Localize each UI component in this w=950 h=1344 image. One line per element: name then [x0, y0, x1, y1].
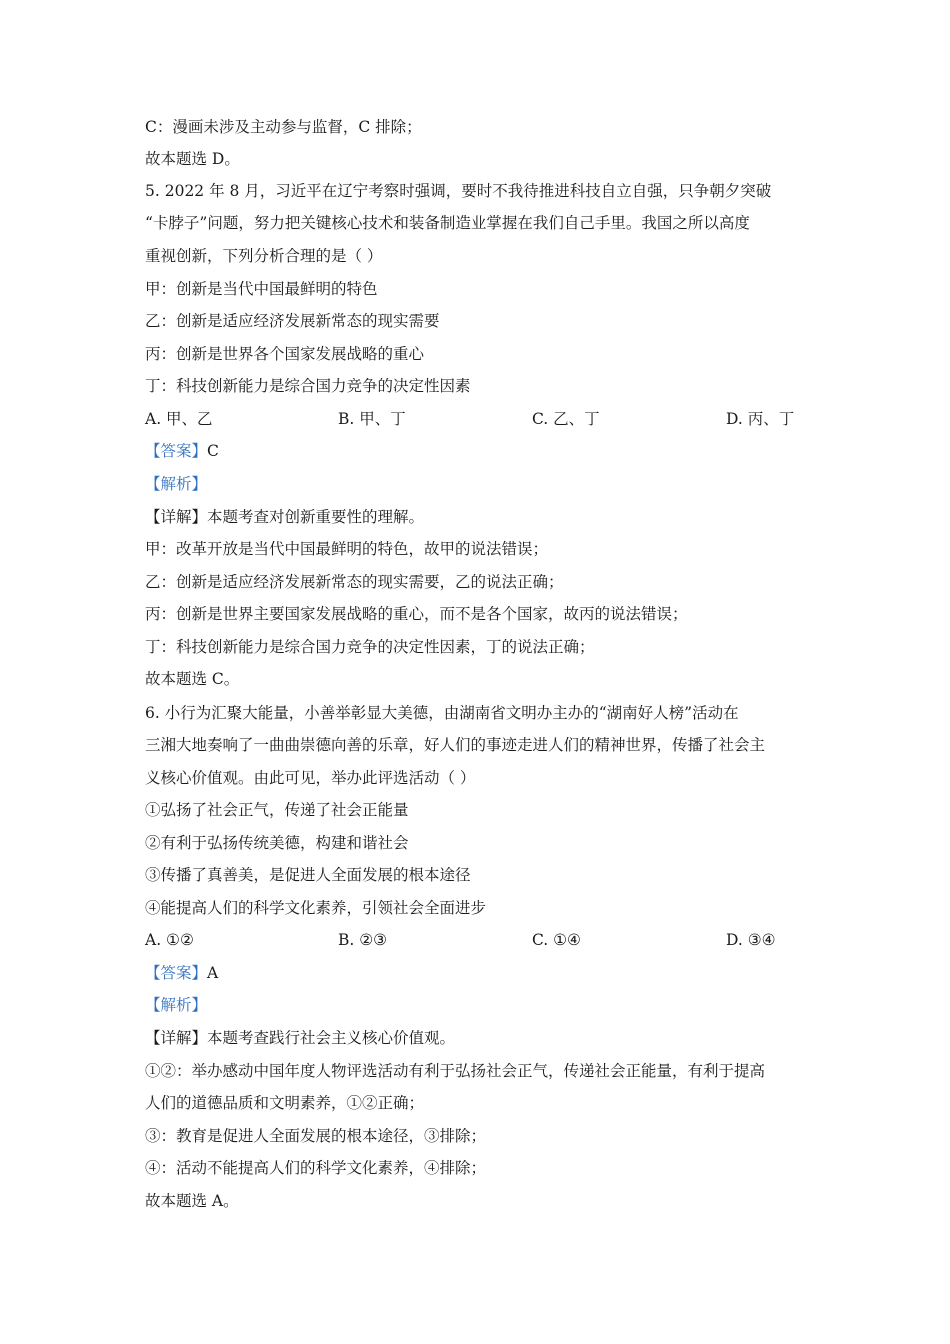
detail-text: 本题考查对创新重要性的理解。: [207, 508, 425, 526]
q6-answer: [145, 963, 218, 983]
answer-value: C: [207, 442, 219, 460]
q5-stem-line-2: “卡脖子”问题，努力把关键核心技术和装备制造业掌握在我们自己手里。我国之所以高度: [145, 214, 750, 232]
q5-option-a: A. 甲、乙: [145, 410, 213, 428]
q5-statement-2: 乙：创新是适应经济发展新常态的现实需要: [145, 312, 440, 330]
q5-explanation-1: 甲：改革开放是当代中国最鲜明的特色，故甲的说法错误；: [145, 540, 549, 558]
q5-statement-1: 甲：创新是当代中国最鲜明的特色: [145, 280, 378, 298]
q6-option-d: D. ③④: [726, 931, 776, 949]
q6-explanation-3: ③：教育是促进人全面发展的根本途径，③排除；: [145, 1127, 487, 1145]
q5-option-c: C. 乙、丁: [532, 410, 600, 428]
q6-explanation-1: ①②：举办感动中国年度人物评选活动有利于弘扬社会正气，传递社会正能量，有利于提高: [145, 1062, 766, 1080]
q6-statement-4: ④能提高人们的科学文化素养，引领社会全面进步: [145, 899, 487, 917]
q6-analysis-tag: 【解析】: [145, 996, 208, 1014]
q5-stem-line-3: 重视创新，下列分析合理的是（ ）: [145, 247, 383, 265]
detail-tag: 【详解】: [145, 1029, 208, 1047]
prev-option-c-explanation: C：漫画未涉及主动参与监督，C 排除；: [145, 118, 422, 136]
q5-explanation-2: 乙：创新是适应经济发展新常态的现实需要，乙的说法正确；: [145, 573, 564, 591]
q6-detail: [145, 1028, 455, 1048]
answer-value: A: [207, 964, 219, 982]
q6-stem-line-1: 6. 小行为汇聚大能量，小善举彰显大美德，由湖南省文明办主办的“湖南好人榜”活动在: [145, 704, 739, 722]
q6-option-c: C. ①④: [532, 931, 581, 949]
q5-statement-4: 丁：科技创新能力是综合国力竞争的决定性因素: [145, 377, 471, 395]
detail-text: 本题考查践行社会主义核心价值观。: [207, 1029, 456, 1047]
q6-explanation-4: ④：活动不能提高人们的科学文化素养，④排除；: [145, 1159, 487, 1177]
prev-conclusion: 故本题选 D。: [145, 150, 240, 168]
q5-conclusion: 故本题选 C。: [145, 670, 240, 688]
detail-tag: 【详解】: [145, 508, 208, 526]
q5-option-b: B. 甲、丁: [338, 410, 406, 428]
q6-stem-line-3: 义核心价值观。由此可见，举办此评选活动（ ）: [145, 769, 476, 787]
q6-option-a: A. ①②: [145, 931, 194, 949]
q5-explanation-3: 丙：创新是世界主要国家发展战略的重心，而不是各个国家，故丙的说法错误；: [145, 605, 688, 623]
q5-option-d: D. 丙、丁: [726, 410, 795, 428]
q6-statement-1: ①弘扬了社会正气，传递了社会正能量: [145, 801, 409, 819]
q5-detail: [145, 507, 424, 527]
q6-conclusion: 故本题选 A。: [145, 1192, 239, 1210]
q6-stem-line-2: 三湘大地奏响了一曲曲崇德向善的乐章，好人们的事迹走进人们的精神世界，传播了社会主: [145, 736, 766, 754]
q5-answer: [145, 441, 219, 461]
q6-option-b: B. ②③: [338, 931, 388, 949]
q6-statement-2: ②有利于弘扬传统美德，构建和谐社会: [145, 834, 409, 852]
q5-explanation-4: 丁：科技创新能力是综合国力竞争的决定性因素，丁的说法正确；: [145, 638, 595, 656]
answer-tag: 【答案】: [145, 442, 208, 460]
q6-statement-3: ③传播了真善美，是促进人全面发展的根本途径: [145, 866, 471, 884]
q5-statement-3: 丙：创新是世界各个国家发展战略的重心: [145, 345, 425, 363]
q5-analysis-tag: 【解析】: [145, 475, 208, 493]
q6-explanation-2: 人们的道德品质和文明素养，①②正确；: [145, 1094, 425, 1112]
answer-tag: 【答案】: [145, 964, 208, 982]
q5-stem-line-1: 5. 2022 年 8 月，习近平在辽宁考察时强调，要时不我待推进科技自立自强，只争朝夕突破: [145, 182, 772, 200]
